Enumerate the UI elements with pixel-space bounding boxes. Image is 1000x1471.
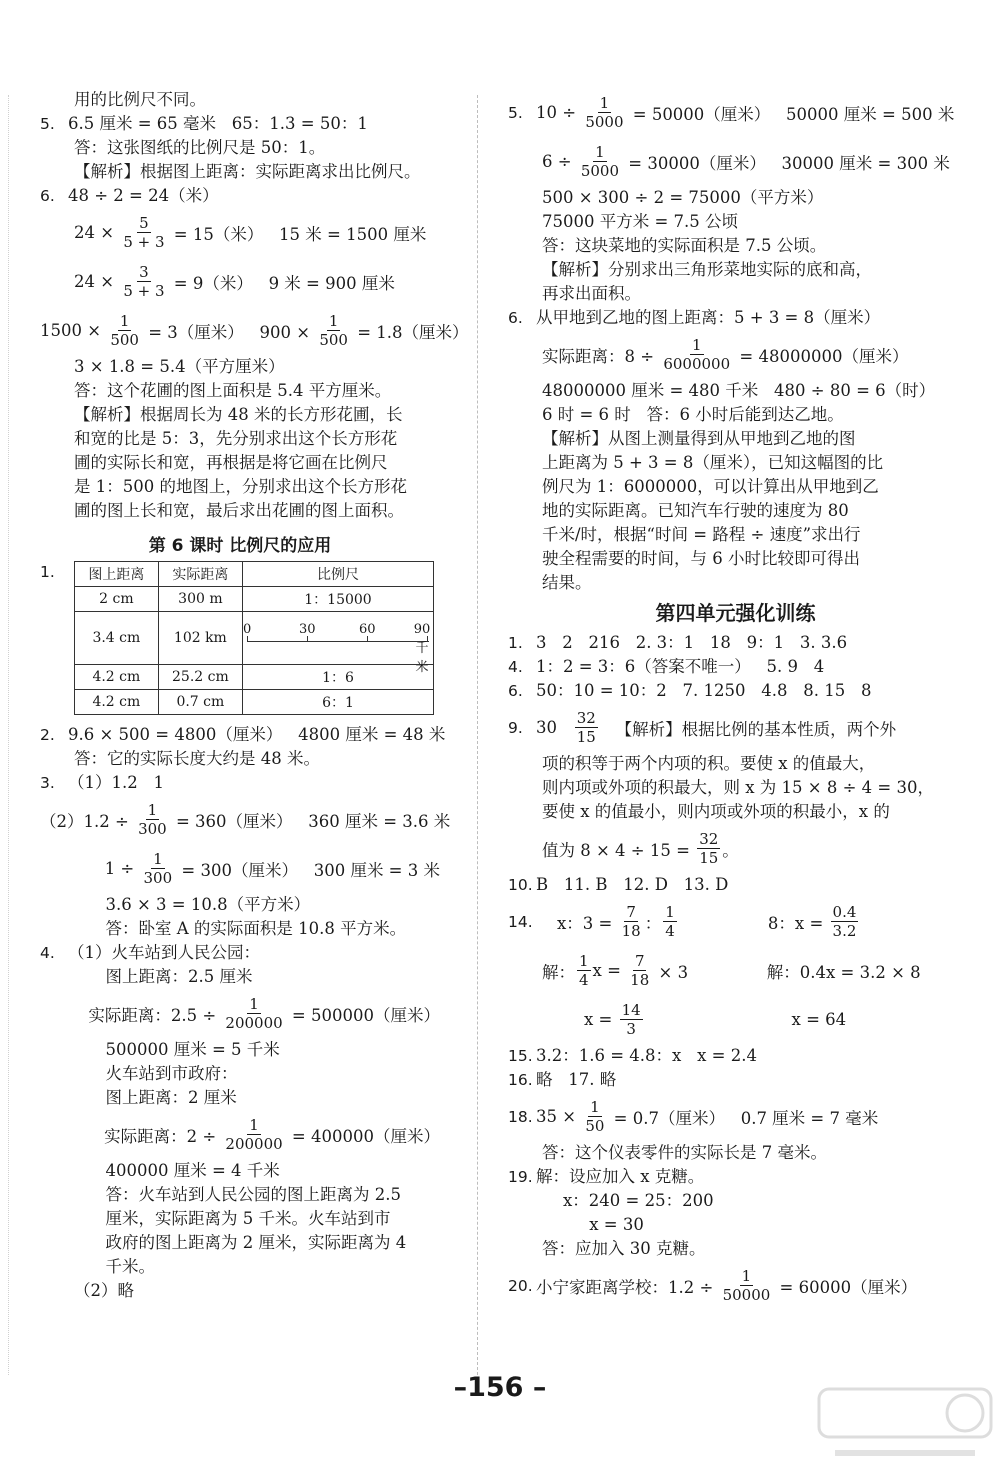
question-number: 20. bbox=[508, 1276, 533, 1295]
answer-line bbox=[40, 306, 469, 355]
answer-text: 答：这块菜地的实际面积是 7.5 公顷。 bbox=[542, 236, 827, 255]
answer-text: = 1.8（厘米） bbox=[351, 322, 469, 342]
denominator: 500 bbox=[319, 331, 348, 349]
answer-text: 500000 厘米 = 5 千米 bbox=[74, 1040, 280, 1059]
answer-text: 【解析】根据比例的基本性质，两个外 bbox=[599, 719, 897, 739]
answer-text: × 3 解：0.4x = 3.2 × 8 bbox=[653, 962, 921, 982]
answer-text: 50：10 = 10：2 7. 1250 4.8 8. 15 8 bbox=[536, 681, 872, 700]
answer-text: 图上距离：2 厘米 bbox=[74, 1088, 237, 1107]
answer-line bbox=[40, 747, 440, 771]
answer-text: = 30000（厘米） 30000 厘米 = 300 米 bbox=[623, 153, 950, 173]
question-number: 6. bbox=[508, 682, 523, 700]
question-number: 14. bbox=[508, 912, 533, 931]
left-margin-rule bbox=[8, 95, 9, 1375]
answer-text: 略 17. 略 bbox=[536, 1070, 617, 1089]
question-1-block bbox=[40, 561, 440, 715]
table-row bbox=[75, 665, 434, 690]
left-answer-block-2 bbox=[40, 723, 451, 1303]
answer-text: 实际距离：2.5 ÷ bbox=[56, 1005, 222, 1025]
fraction bbox=[223, 995, 284, 1032]
answer-text: x = 30 bbox=[542, 1215, 644, 1234]
answer-line bbox=[508, 1237, 963, 1261]
answer-text: x：3 = bbox=[536, 913, 618, 933]
numerator: 32 bbox=[576, 709, 596, 727]
answer-text: 3 × 1.8 = 5.4（平方厘米） bbox=[74, 357, 285, 376]
denominator: 15 bbox=[699, 849, 719, 867]
answer-line bbox=[40, 844, 440, 893]
answer-text: 小宁家距离学校：1.2 ÷ bbox=[536, 1277, 719, 1297]
denominator: 4 bbox=[665, 922, 675, 940]
answer-text: 从甲地到乙地的图上距离：5 + 3 = 8（厘米） bbox=[536, 308, 881, 327]
ruler-label: 60 bbox=[359, 622, 376, 637]
answer-line bbox=[508, 897, 963, 946]
answer-text: = 500000（厘米） bbox=[286, 1005, 440, 1025]
answer-text: 400000 厘米 = 4 千米 bbox=[74, 1161, 280, 1180]
table-row bbox=[75, 612, 434, 665]
denominator: 5 + 3 bbox=[123, 233, 165, 251]
numerator: 1 bbox=[153, 850, 163, 868]
answer-line bbox=[40, 1086, 440, 1110]
table-cell: 25.2 cm bbox=[158, 665, 242, 690]
table-cell: 2 cm bbox=[75, 587, 159, 612]
answer-text: 48000000 厘米 = 480 千米 480 ÷ 80 = 6（时） bbox=[542, 381, 936, 400]
ruler-label: 30 bbox=[299, 622, 316, 637]
fraction bbox=[583, 1098, 606, 1135]
answer-text: 1：2 = 3：6（答案不唯一） 5. 9 4 bbox=[536, 657, 825, 676]
answer-line bbox=[508, 873, 963, 897]
answer-text: 500 × 300 ÷ 2 = 75000（平方米） bbox=[542, 188, 824, 207]
question-number: 4. bbox=[40, 944, 55, 962]
numerator: 32 bbox=[699, 830, 719, 848]
numerator: 1 bbox=[579, 952, 589, 970]
answer-line bbox=[508, 1068, 963, 1092]
numerator: 1 bbox=[328, 312, 339, 330]
answer-line bbox=[40, 257, 440, 306]
question-number: 1. bbox=[40, 563, 55, 581]
question-number: 18. bbox=[508, 1107, 533, 1126]
answer-text: = 15（米） 15 米 = 1500 厘米 bbox=[168, 224, 427, 244]
numerator: 1 bbox=[691, 336, 702, 354]
answer-text: 则内项或外项的积最大，则 x 为 15 × 8 ÷ 4 = 30， bbox=[542, 778, 934, 797]
answer-text: 是 1：500 的地图上，分别求出这个长方形花 bbox=[74, 477, 407, 496]
answer-line bbox=[508, 523, 963, 547]
fraction bbox=[620, 1001, 643, 1038]
answer-line bbox=[40, 893, 440, 917]
fraction bbox=[661, 336, 732, 373]
fraction bbox=[223, 1116, 284, 1153]
answer-line bbox=[508, 234, 963, 258]
answer-line bbox=[40, 1255, 440, 1279]
answer-text: 9.6 × 500 = 4800（厘米） 4800 厘米 = 48 米 bbox=[68, 725, 446, 744]
answer-line bbox=[40, 723, 446, 747]
answer-text: 结果。 bbox=[542, 573, 592, 592]
question-number: 16. bbox=[508, 1071, 533, 1089]
answer-text: = 360（厘米） 360 厘米 = 3.6 米 bbox=[170, 811, 451, 831]
fraction bbox=[121, 263, 166, 300]
denominator: 200000 bbox=[225, 1135, 283, 1153]
right-column bbox=[508, 88, 963, 1310]
answer-text: 1 ÷ bbox=[73, 859, 140, 878]
question-number: 9. bbox=[508, 718, 523, 737]
fraction bbox=[108, 312, 141, 349]
answer-line bbox=[508, 824, 963, 873]
answer-line bbox=[508, 679, 963, 703]
answer-text: = 9（米） 9 米 = 900 厘米 bbox=[168, 273, 395, 293]
denominator: 50000 bbox=[722, 1286, 771, 1304]
answer-line bbox=[508, 1213, 963, 1237]
table-cell: 4.2 cm bbox=[75, 665, 159, 690]
answer-line bbox=[508, 330, 963, 379]
answer-line bbox=[508, 547, 963, 571]
fraction bbox=[317, 312, 350, 349]
answer-line bbox=[40, 965, 440, 989]
numerator: 7 bbox=[626, 903, 636, 921]
answer-text: 答：它的实际长度大约是 48 米。 bbox=[74, 749, 320, 768]
answer-line bbox=[508, 1141, 963, 1165]
watermark-logo bbox=[815, 1385, 995, 1465]
answer-text: 火车站到市政府： bbox=[74, 1064, 238, 1083]
question-number: 5. bbox=[508, 103, 523, 122]
answer-text: 75000 平方米 = 7.5 公顷 bbox=[542, 212, 739, 231]
answer-line bbox=[40, 427, 440, 451]
answer-line bbox=[40, 136, 440, 160]
answer-text: 6 ÷ bbox=[542, 152, 577, 171]
answer-text: （2）略 bbox=[74, 1281, 134, 1300]
answer-text: 圃的实际长和宽，再根据是将它画在比例尺 bbox=[74, 453, 388, 472]
denominator: 300 bbox=[138, 820, 167, 838]
unit-answers-block bbox=[508, 631, 963, 1310]
fraction bbox=[579, 143, 621, 180]
answer-line bbox=[508, 1189, 963, 1213]
denominator: 200000 bbox=[225, 1014, 283, 1032]
answer-line bbox=[508, 1092, 963, 1141]
table-cell: 1：6 bbox=[243, 665, 434, 690]
answer-text: 答：应加入 30 克糖。 bbox=[542, 1239, 706, 1258]
numerator: 1 bbox=[665, 903, 675, 921]
table-cell: 1：15000 bbox=[243, 587, 434, 612]
fraction bbox=[136, 801, 169, 838]
answer-line bbox=[40, 1279, 440, 1303]
answer-text: 解： bbox=[542, 962, 575, 982]
answer-text: 驶全程需要的时间，与 6 小时比较即可得出 bbox=[542, 549, 860, 568]
answer-text: 24 × bbox=[74, 272, 120, 291]
answer-text: = 48000000（厘米） bbox=[734, 346, 909, 366]
answer-text: B 11. B 12. D 13. D bbox=[536, 875, 729, 894]
answer-line bbox=[508, 571, 963, 595]
left-column bbox=[40, 88, 469, 1303]
fraction bbox=[620, 903, 643, 940]
answer-text: 6.5 厘米 = 65 毫米 65：1.3 = 50：1 bbox=[68, 114, 368, 133]
numerator: 1 bbox=[599, 94, 610, 112]
answer-text: 答：这张图纸的比例尺是 50：1。 bbox=[74, 138, 326, 157]
answer-line bbox=[40, 917, 440, 941]
numerator: 0.4 bbox=[832, 903, 857, 921]
answer-line bbox=[508, 186, 963, 210]
answer-line bbox=[508, 258, 963, 282]
page-number: –156 – bbox=[453, 1372, 547, 1403]
table-cell: 3.4 cm bbox=[75, 612, 159, 665]
answer-text: 30 bbox=[536, 718, 573, 737]
answer-line bbox=[508, 451, 963, 475]
numerator: 1 bbox=[119, 312, 130, 330]
answer-text: 答：火车站到人民公园的图上距离为 2.5 bbox=[74, 1185, 401, 1204]
answer-text: 10 ÷ bbox=[536, 103, 582, 122]
answer-text: 24 × bbox=[74, 223, 120, 242]
column-divider bbox=[477, 95, 478, 1375]
answer-text: 48 ÷ 2 = 24（米） bbox=[68, 186, 219, 205]
fraction bbox=[831, 903, 859, 940]
answer-text: 3 2 216 2. 3：1 18 9：1 3. 3.6 bbox=[536, 633, 848, 652]
numerator: 1 bbox=[249, 995, 259, 1013]
answer-text: 8：x = bbox=[678, 913, 829, 933]
answer-line bbox=[508, 752, 963, 776]
numerator: 1 bbox=[147, 801, 158, 819]
answer-text: 解：设应加入 x 克糖。 bbox=[536, 1167, 705, 1186]
answer-text: x = 64 bbox=[644, 1010, 847, 1029]
table-header: 比例尺 bbox=[243, 562, 434, 587]
answer-text: x = bbox=[542, 1010, 618, 1029]
answer-text: 【解析】分别求出三角形菜地实际的底和高， bbox=[542, 260, 872, 279]
fraction bbox=[628, 952, 651, 989]
answer-text: 厘米，实际距离为 5 千米。火车站到市 bbox=[74, 1209, 391, 1228]
answer-text: 3.2：1.6 = 4.8：x x = 2.4 bbox=[536, 1046, 757, 1065]
answer-line bbox=[40, 941, 440, 965]
answer-text: 地的实际距离。已知汽车行驶的速度为 80 bbox=[542, 501, 849, 520]
numerator: 3 bbox=[139, 263, 149, 281]
answer-text: = 3（厘米） 900 × bbox=[142, 322, 316, 342]
answer-text: （2）1.2 ÷ bbox=[40, 811, 135, 831]
answer-line bbox=[40, 184, 440, 208]
ruler-label: 90千米 bbox=[413, 622, 431, 675]
answer-line bbox=[508, 1044, 963, 1068]
answer-line bbox=[40, 1183, 440, 1207]
unit-title: 第四单元强化训练 bbox=[655, 601, 816, 625]
fraction bbox=[121, 214, 166, 251]
answer-line bbox=[508, 995, 963, 1044]
answer-line bbox=[508, 499, 963, 523]
denominator: 6000000 bbox=[663, 355, 731, 373]
answer-line bbox=[508, 655, 963, 679]
numerator: 1 bbox=[249, 1116, 259, 1134]
answer-text: = 400000（厘米） bbox=[286, 1126, 440, 1146]
answer-text: 【解析】从图上测量得到从甲地到乙地的图 bbox=[542, 429, 856, 448]
answer-text: 1500 × bbox=[40, 321, 107, 340]
answer-text: = 300（厘米） 300 厘米 = 3 米 bbox=[176, 860, 440, 880]
answer-text: 图上距离：2.5 厘米 bbox=[74, 967, 253, 986]
right-answer-block bbox=[508, 88, 963, 595]
ruler-axis bbox=[247, 641, 429, 642]
answer-line bbox=[40, 208, 440, 257]
answer-text: 值为 8 × 4 ÷ 15 = bbox=[542, 840, 696, 860]
answer-text: （1）火车站到人民公园： bbox=[68, 943, 260, 962]
table-row bbox=[75, 690, 434, 715]
answer-line bbox=[40, 1207, 440, 1231]
answer-text: 圃的图上长和宽，最后求出花圃的图上面积。 bbox=[74, 501, 404, 520]
answer-text: 35 × bbox=[536, 1107, 582, 1126]
answer-text: 用的比例尺不同。 bbox=[74, 90, 206, 109]
answer-line bbox=[40, 499, 440, 523]
table-cell: 4.2 cm bbox=[75, 690, 159, 715]
question-number: 10. bbox=[508, 876, 533, 894]
table-cell: 102 km bbox=[158, 612, 242, 665]
answer-line bbox=[40, 88, 440, 112]
table-cell: 6：1 bbox=[243, 690, 434, 715]
left-answer-block bbox=[40, 88, 469, 523]
answer-text: = 50000（厘米） 50000 厘米 = 500 米 bbox=[627, 104, 955, 124]
answer-line bbox=[40, 355, 440, 379]
answer-line bbox=[40, 451, 440, 475]
answer-text: 3.6 × 3 = 10.8（平方米） bbox=[74, 895, 311, 914]
fraction bbox=[577, 952, 591, 989]
denominator: 5000 bbox=[585, 113, 624, 131]
answer-line bbox=[40, 379, 440, 403]
answer-text: 6 时 = 6 时 答：6 小时后能到达乙地。 bbox=[542, 405, 844, 424]
answer-text: 【解析】根据图上距离：实际距离求出比例尺。 bbox=[74, 162, 421, 181]
numerator: 14 bbox=[621, 1001, 641, 1019]
answer-text: 实际距离：2 ÷ bbox=[72, 1126, 222, 1146]
scale-table bbox=[74, 561, 434, 715]
answer-line bbox=[508, 800, 963, 824]
answer-line bbox=[40, 160, 440, 184]
denominator: 50 bbox=[585, 1117, 605, 1135]
answer-line bbox=[40, 112, 440, 136]
numerator: 5 bbox=[139, 214, 149, 232]
answer-text: 要使 x 的值最小，则内项或外项的积最小，x 的 bbox=[542, 802, 890, 821]
answer-text: 【解析】根据周长为 48 米的长方形花圃，长 bbox=[74, 405, 403, 424]
answer-line bbox=[508, 137, 963, 186]
answer-line bbox=[508, 703, 963, 752]
answer-line bbox=[508, 210, 963, 234]
answer-line bbox=[508, 88, 963, 137]
answer-text: 答：卧室 A 的实际面积是 10.8 平方米。 bbox=[74, 919, 407, 938]
answer-line bbox=[508, 1165, 963, 1189]
table-row bbox=[75, 587, 434, 612]
line-scale-ruler bbox=[243, 622, 433, 675]
answer-line bbox=[508, 282, 963, 306]
table-cell: 0.7 cm bbox=[158, 690, 242, 715]
answer-text: 政府的图上距离为 2 厘米，实际距离为 4 bbox=[74, 1233, 407, 1252]
denominator: 500 bbox=[110, 331, 139, 349]
denominator: 5000 bbox=[580, 162, 620, 180]
question-number: 4. bbox=[508, 658, 523, 676]
ruler-label: 0 bbox=[243, 622, 252, 637]
answer-text: 答：这个花圃的图上面积是 5.4 平方厘米。 bbox=[74, 381, 392, 400]
answer-text: x：240 = 25：200 bbox=[542, 1191, 714, 1210]
answer-line bbox=[40, 989, 440, 1038]
answer-line bbox=[508, 427, 963, 451]
answer-text: 例尺为 1：6000000，可以计算出从甲地到乙 bbox=[542, 477, 879, 496]
answer-line bbox=[508, 379, 963, 403]
question-number: 2. bbox=[40, 726, 55, 744]
fraction bbox=[575, 709, 598, 746]
denominator: 18 bbox=[630, 971, 650, 989]
answer-text: = 0.7（厘米） 0.7 厘米 = 7 毫米 bbox=[608, 1108, 879, 1128]
table-cell: 300 m bbox=[158, 587, 242, 612]
answer-text: 项的积等于两个内项的积。要使 x 的值最大， bbox=[542, 754, 876, 773]
answer-text: 和宽的比是 5：3，先分别求出这个长方形花 bbox=[74, 429, 398, 448]
answer-line bbox=[40, 475, 440, 499]
denominator: 3 bbox=[626, 1020, 636, 1038]
numerator: 1 bbox=[741, 1267, 752, 1285]
table-header: 图上距离 bbox=[75, 562, 159, 587]
answer-line bbox=[508, 1261, 963, 1310]
answer-text: 千米/时，根据“时间 = 路程 ÷ 速度”求出行 bbox=[542, 525, 861, 544]
question-number: 5. bbox=[40, 115, 55, 133]
denominator: 3.2 bbox=[832, 922, 857, 940]
question-number: 19. bbox=[508, 1168, 533, 1186]
answer-text: ： bbox=[644, 913, 662, 933]
denominator: 15 bbox=[576, 728, 596, 746]
answer-text: x = bbox=[592, 961, 627, 980]
answer-text: = 60000（厘米） bbox=[774, 1277, 918, 1297]
answer-line bbox=[40, 1231, 440, 1255]
answer-line bbox=[40, 403, 440, 427]
numerator: 1 bbox=[595, 143, 605, 161]
question-number: 6. bbox=[40, 187, 55, 205]
line-scale-cell bbox=[243, 612, 434, 675]
answer-line bbox=[40, 1038, 440, 1062]
question-number: 6. bbox=[508, 309, 523, 327]
answer-line bbox=[508, 403, 963, 427]
lesson-title: 第 6 课时 比例尺的应用 bbox=[148, 536, 332, 556]
answer-line bbox=[40, 795, 451, 844]
answer-line bbox=[508, 306, 963, 330]
fraction bbox=[142, 850, 175, 887]
answer-text: 。 bbox=[722, 840, 739, 860]
numerator: 7 bbox=[634, 952, 645, 970]
answer-text: 再求出面积。 bbox=[542, 284, 641, 303]
answer-line bbox=[508, 776, 963, 800]
answer-line bbox=[508, 631, 963, 655]
answer-text: 千米。 bbox=[74, 1257, 155, 1276]
fraction bbox=[721, 1267, 773, 1304]
question-number: 15. bbox=[508, 1047, 533, 1065]
denominator: 4 bbox=[579, 971, 589, 989]
fraction bbox=[583, 94, 625, 131]
question-number: 1. bbox=[508, 634, 523, 652]
answer-text: 答：这个仪表零件的实际长是 7 毫米。 bbox=[542, 1143, 827, 1162]
answer-line bbox=[40, 771, 440, 795]
answer-text: 上距离为 5 + 3 = 8（厘米），已知这幅图的比 bbox=[542, 453, 884, 472]
fraction bbox=[663, 903, 677, 940]
answer-line bbox=[508, 946, 963, 995]
table-header: 实际距离 bbox=[158, 562, 242, 587]
answer-line bbox=[508, 475, 963, 499]
question-number: 3. bbox=[40, 774, 55, 792]
denominator: 5 + 3 bbox=[123, 282, 165, 300]
numerator: 1 bbox=[590, 1098, 600, 1116]
answer-line bbox=[40, 1110, 440, 1159]
answer-text: 实际距离：8 ÷ bbox=[542, 346, 660, 366]
fraction bbox=[697, 830, 720, 867]
answer-text: （1）1.2 1 bbox=[68, 773, 164, 792]
answer-line bbox=[40, 1159, 440, 1183]
denominator: 18 bbox=[621, 922, 641, 940]
answer-line bbox=[40, 1062, 440, 1086]
denominator: 300 bbox=[143, 869, 173, 887]
